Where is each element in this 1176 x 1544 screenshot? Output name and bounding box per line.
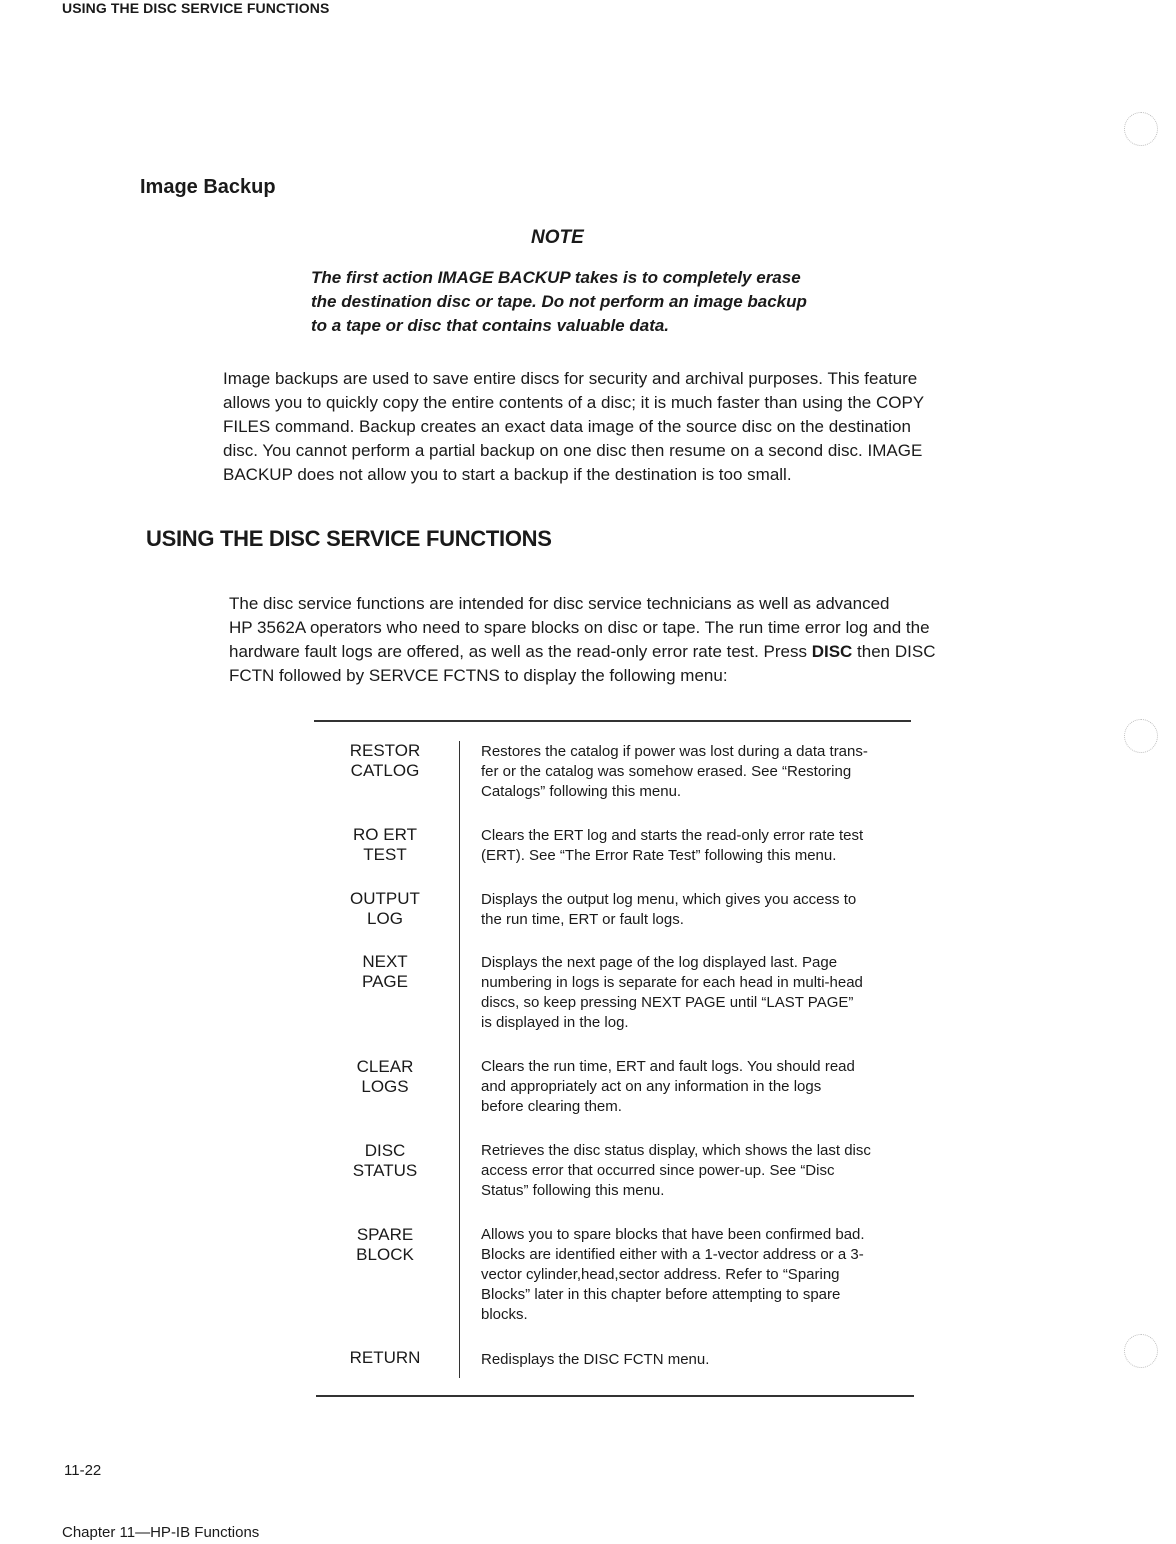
menu-table-bottom-rule [316, 1395, 914, 1397]
menu-key-next-page [305, 952, 465, 992]
punch-hole-middle [1124, 719, 1158, 753]
menu-key-ro-ert-test [305, 825, 465, 865]
menu-desc-ro-ert-test [481, 826, 921, 866]
note-title: NOTE [531, 227, 584, 248]
section-heading: USING THE DISC SERVICE FUNCTIONS [146, 526, 552, 551]
desc-line: access error that occurred since power-up. See “Disc [481, 1162, 835, 1179]
desc-line: Blocks are identified either with a 1-vector address or a 3- [481, 1246, 864, 1263]
menu-desc-disc-status [481, 1141, 921, 1201]
running-head: USING THE DISC SERVICE FUNCTIONS [62, 0, 330, 16]
page-number: 11-22 [64, 1462, 102, 1479]
desc-line: Catalogs” following this menu. [481, 783, 682, 800]
para-line: Image backups are used to save entire discs for security and archival purposes. This feature [223, 369, 918, 388]
desc-line: Retrieves the disc status display, which shows the last disc [481, 1142, 871, 1159]
menu-key-output-log [305, 889, 465, 929]
desc-line: and appropriately act on any information in the logs [481, 1078, 822, 1095]
desc-line: Status” following this menu. [481, 1182, 665, 1199]
menu-desc-output-log [481, 890, 921, 930]
key-line: LOGS [361, 1077, 409, 1096]
menu-table-top-rule [314, 720, 911, 722]
key-line: TEST [363, 845, 407, 864]
desc-line: Allows you to spare blocks that have been confirmed bad. [481, 1226, 865, 1243]
key-line: RESTOR [349, 741, 421, 760]
key-line: RETURN [349, 1348, 421, 1367]
desc-line: Clears the ERT log and starts the read-only error rate test [481, 827, 864, 844]
disc-key-label: DISC [811, 642, 853, 661]
para-line: allows you to quickly copy the entire contents of a disc; it is much faster than using the COPY [223, 393, 925, 412]
menu-desc-next-page [481, 953, 921, 1033]
note-line: to a tape or disc that contains valuable data. [311, 316, 670, 335]
note-line: The first action IMAGE BACKUP takes is to completely erase [311, 268, 801, 287]
desc-line: before clearing them. [481, 1098, 622, 1115]
desc-line: numbering in logs is separate for each head in multi-head [481, 974, 863, 991]
menu-desc-clear-logs [481, 1057, 921, 1117]
key-line: PAGE [362, 972, 408, 991]
desc-line: (ERT). See “The Error Rate Test” following this menu. [481, 847, 837, 864]
para-text: then DISC [852, 642, 936, 661]
service-intro-paragraph [229, 592, 999, 688]
punch-hole-bottom [1124, 1334, 1158, 1368]
desc-line: Redisplays the DISC FCTN menu. [481, 1351, 710, 1368]
key-line: CLEAR [356, 1057, 414, 1076]
desc-line: Clears the run time, ERT and fault logs. You should read [481, 1058, 855, 1075]
image-backup-paragraph [223, 367, 993, 487]
note-body [311, 266, 851, 338]
para-line [229, 640, 999, 664]
menu-key-disc-status [305, 1141, 465, 1181]
key-line: NEXT [362, 952, 408, 971]
menu-key-return [305, 1348, 465, 1368]
desc-line: Blocks” later in this chapter before attempting to spare [481, 1286, 841, 1303]
key-line: DISC [364, 1141, 406, 1160]
desc-line: Displays the output log menu, which gives you access to [481, 891, 857, 908]
key-line: RO ERT [353, 825, 417, 844]
key-line: OUTPUT [350, 889, 420, 908]
key-line: LOG [367, 909, 403, 928]
desc-line: vector cylinder,head,sector address. Refer to “Sparing [481, 1266, 840, 1283]
para-line: HP 3562A operators who need to spare blocks on disc or tape. The run time error log and the [229, 618, 930, 637]
desc-line: Restores the catalog if power was lost during a data trans- [481, 743, 868, 760]
menu-key-spare-block [305, 1225, 465, 1265]
desc-line: fer or the catalog was somehow erased. See “Restoring [481, 763, 852, 780]
menu-key-clear-logs [305, 1057, 465, 1097]
desc-line: Displays the next page of the log displayed last. Page [481, 954, 838, 971]
para-line: disc. You cannot perform a partial backup on one disc then resume on a second disc. IMAGE [223, 441, 923, 460]
para-line: FCTN followed by SERVCE FCTNS to display the following menu: [229, 666, 728, 685]
note-line: the destination disc or tape. Do not perform an image backup [311, 292, 807, 311]
desc-line: discs, so keep pressing NEXT PAGE until “LAST PAGE” [481, 994, 854, 1011]
desc-line: the run time, ERT or fault logs. [481, 911, 684, 928]
punch-hole-top [1124, 112, 1158, 146]
chapter-footer: Chapter 11—HP-IB Functions [62, 1524, 260, 1541]
key-line: BLOCK [356, 1245, 414, 1264]
desc-line: is displayed in the log. [481, 1014, 629, 1031]
para-text: hardware fault logs are offered, as well as the read-only error rate test. Press [229, 642, 812, 661]
key-line: STATUS [352, 1161, 418, 1180]
para-line: FILES command. Backup creates an exact data image of the source disc on the destination [223, 417, 911, 436]
para-line: BACKUP does not allow you to start a backup if the destination is too small. [223, 465, 792, 484]
para-line: The disc service functions are intended for disc service technicians as well as advanced [229, 594, 890, 613]
menu-key-restor-catlog [305, 741, 465, 781]
key-line: SPARE [356, 1225, 414, 1244]
menu-desc-restor-catlog [481, 742, 921, 802]
key-line: CATLOG [350, 761, 420, 780]
desc-line: blocks. [481, 1306, 528, 1323]
menu-desc-return [481, 1350, 921, 1370]
menu-desc-spare-block [481, 1225, 921, 1325]
image-backup-heading: Image Backup [140, 176, 276, 198]
